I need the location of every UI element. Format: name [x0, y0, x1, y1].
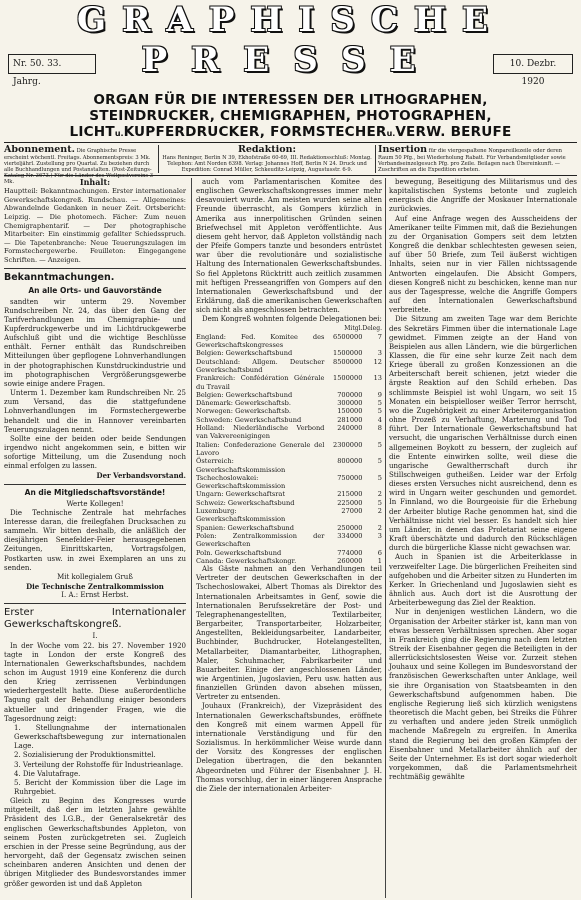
delegation-delegates: 5 [377, 407, 382, 416]
subtitle-line2: STEINDRUCKER, CHEMIGRAPHEN, PHOTOGRAPHEN, [89, 108, 492, 124]
delegation-members: 774000 [337, 548, 363, 557]
delegation-delegates: 2 [377, 507, 382, 516]
bekanntmachungen-paragraph: Sollte eine der beiden oder beide Sendungen irgendwo nicht angekommen sein, e bitten wir sofortige Mitteilung, um die Zusendung noch einmal erfolgen zu lassen. [4, 434, 186, 471]
kongress-paragraph: Auch in Spanien ist die Arbeiterklasse in verzweifelter Lage. Die bürgerlichen Freiheiten sind aufgehoben und die Arbeiter sitzen zu Hunderten im Kerker. In Griechenland und Jugoslawien sieht es ähnlich aus. Auch dort ist die Ausrottung der Arbeiterbewegung das Ziel der Reaktion. [389, 553, 577, 608]
table-row [196, 549, 382, 557]
bekanntmachungen-paragraph: Unterm 1. Dezember kam Rundschreiben Nr. 25 zum Versand, das die stattgefundene Lohnverhandlungen im Formstechergewerbe behandelt und die in Hannover vereinbarten Teuerungszulagen nennt. [4, 389, 186, 434]
delegation-name: Polen: Zentralkommission der Gewerkschaften [196, 531, 325, 549]
delegation-name: Belgien: Gewerkschaftsbund [196, 349, 293, 358]
delegation-name: Holland: Niederländische Verbond van Vakvereenigingen [196, 424, 325, 441]
tagesordnung-list [4, 724, 186, 797]
table-row [196, 474, 382, 491]
delegation-name: Deutschland: Allgem. Deutscher Gewerkschaftsbund [196, 357, 325, 374]
tagesordnung-item: 3. Verteilung der Rohstoffe für Industrieanlage. [14, 760, 184, 769]
table-row [196, 358, 382, 375]
table-row [196, 399, 382, 407]
kongress-paragraph: auch vom Parlamentarischen Komitee des englischen Gewerkschaftskongresses immer mehr desavouiert wurde. Am meisten wurden seine alten Freunde überrascht, als Gompers kürzlich in Amerika aus innerpolitischen Gründen seinen Briefwechsel mit Appleton veröffentlichte. Aus diesem geht hervor, daß Appleton vollständig nach der Pfeife Gompers tanzte und besonders entrüstet war über die revolutionäre und sozialistische Haltung des Internationalen Gewerkschaftsbundes. So fiel Appletons Rücktritt auch zeitlich zusammen mit heftigen Presseangriffen von Gompers auf den Internationalen Gewerkschaftsbund und der Erklärung, daß die amerikanischen Gewerkschaften sich nicht als angeschlossen betrachten. [196, 178, 382, 315]
delegation-name: Schweden: Gewerkschaftsbund [196, 415, 302, 424]
tagesordnung-item: 5. Bericht der Kommission über die Lage im Ruhrgebiet. [14, 778, 186, 796]
redaktion-heading: Redaktion: [237, 144, 297, 155]
mitglieder-greeting: Werte Kollegen! [66, 499, 124, 508]
delegation-name: Poln. Gewerkschaftsbund [196, 548, 282, 557]
table-row [196, 333, 382, 350]
bekanntmachungen-title: Bekanntmachungen. [4, 271, 115, 283]
insertion-text: für die viergespaltene Nonpareillezeile oder deren Raum 50 Pfg., bei Wiederholung Rabatt. Für Verbandsmitglieder sowie Verbandseinzelgesuch Pfg. pro Zeile. Beilagen nach Übereinkunft. — Zuschriften an die Expedition erbeten. [378, 148, 566, 173]
delegations-table [196, 325, 382, 566]
delegation-delegates: 3 [377, 349, 382, 358]
column-2 [196, 178, 382, 898]
kongress-part-number: I. [92, 632, 98, 641]
delegation-members: 215000 [337, 490, 363, 499]
delegation-name: England: Fed. Komitee des Gewerkschaftskongresses [196, 332, 325, 350]
subtitle-line1: ORGAN FÜR DIE INTERESSEN DER LITHOGRAPHEN, [93, 92, 488, 108]
subtitle-line3-u1: u. [114, 129, 124, 138]
header-delegierte: Deleg. [362, 324, 382, 332]
bekanntmachungen-subtitle: An alle Orts- und Gauvorstände [28, 285, 162, 295]
delegation-name: Tschechoslowakei: Gewerkschaftskommission [196, 473, 286, 491]
subtitle-line3 [4, 124, 577, 142]
kongress-paragraph: bewegung, Beseitigung des Militarismus und des kapitalistischen Systems betonte und zugleich energisch die Angriffe der Moskauer Internationale zurückwies. [389, 178, 577, 214]
delegation-members: 700000 [337, 390, 363, 399]
kongress-paragraph: In der Woche vom 22. bis 27. November 1920 tagte in London der erste Kongreß des Internationalen Gewerkschaftsbundes, nachdem schon im August 1919 eine Konferenz die durch den Krieg zerrissenen Verbindungen wiederhergestellt hatte. Diese außerordentliche Tagung galt der Behandlung einiger besonders aktueller und dringender Fragen, wie die Tagesordnung zeigt: [4, 641, 186, 723]
column-3 [389, 178, 577, 898]
bekanntmachungen-paragraph: sandten wir unterm 29. November Rundschreiben Nr. 24, das über den Gang der Tarifverhandlungen im Chemigraphie- und Kupferdruckgewerbe und im Lichtdruckgewerbe Aufschluß gibt und die wichtige Beschlüsse enthält. Ferner enthält das Rundschreiben Mitteilungen über gepflogene Lohnverhandlungen in der photographischen Kunstdruckindustrie und im photographischen Vergrößerungsgewerbe sowie einige andere Fragen. [4, 297, 186, 388]
delegations-table-header [196, 325, 382, 333]
insertion-box [378, 145, 577, 173]
tagesordnung-item: 1. Stellungnahme der internationalen Gewerkschaftsbewegung zur internationalen Lage. [14, 723, 186, 751]
delegation-name: Ungarn: Gewerkschaftsrat [196, 490, 285, 499]
table-row [196, 349, 382, 357]
delegation-name: Österreich: Gewerkschaftskommission [196, 457, 286, 474]
delegation-delegates: 5 [377, 399, 382, 408]
delegation-members: 281000 [337, 415, 363, 424]
divider [4, 268, 186, 269]
delegation-delegates: 1 [377, 556, 382, 565]
mitglieder-paragraph: Die Technische Zentrale hat mehrfaches Interesse daran, die freilegfahen Drucksachen zu sammeln. Wir bitten deshalb, die anläßlich der diesjährigen Senefelder-Feier herausgegebenen Zeitungen, Einrittskarten, Vortragsfolgen, Postkarten usw. in zwei Exemplaren an uns zu senden. [4, 508, 186, 572]
delegation-members: 27000 [341, 507, 363, 516]
table-row [196, 391, 382, 399]
delegation-delegates: 2 [377, 523, 382, 532]
delegation-members: 750000 [337, 473, 363, 482]
subtitle-line3-part-a: LICHT [69, 124, 115, 140]
header-mitglieder: Mitgl. [344, 324, 363, 332]
info-separator [375, 145, 376, 173]
delegation-members: 225000 [337, 498, 363, 507]
kongress-paragraph: Auf eine Anfrage wegen des Ausscheidens der Amerikaner teilte Fimmen mit, daß die Beziehungen zu der Organisation Gompers seit dem letzten Kongreß die denkbar schlechtesten gewesen seien, auf über 50 Briefe, zum Teil äußerst wichtigen Inhalts, seien nur in vier Fällen nichtssagende Antworten eingelaufen. Die Absicht Gompers, diesen Kongreß nicht zu beschicken, kenne man nur aus der Tagespresse, welche die Angriffe Gompers auf den Internationalen Gewerkschaftsbund verbreitete. [389, 214, 577, 315]
delegation-name: Frankreich: Confédération Générale du Travail [196, 374, 325, 391]
table-row [196, 499, 382, 507]
delegation-delegates: 7 [377, 332, 382, 341]
delegation-delegates: 2 [377, 490, 382, 499]
delegation-name: Italien: Confederazione Generale del Lavoro [196, 440, 325, 457]
divider [4, 603, 186, 604]
delegation-members: 8500000 [333, 357, 363, 366]
delegation-delegates: 5 [377, 457, 382, 466]
table-row [196, 407, 382, 415]
tagesordnung-item: 4. Die Valutafrage. [14, 769, 81, 778]
table-row [196, 416, 382, 424]
delegation-delegates: 9 [377, 390, 382, 399]
delegation-members: 260000 [337, 556, 363, 565]
delegation-name: Spanien: Gewerkschaftsbund [196, 523, 295, 532]
subtitle-line3-part-c: VERW. BERUFE [395, 124, 512, 140]
table-row [196, 457, 382, 474]
issue-date: 10. Dezbr. 1920 [493, 54, 573, 74]
delegation-delegates: 6 [377, 548, 382, 557]
delegation-members: 1500000 [333, 349, 363, 358]
masthead [4, 2, 577, 100]
kongress-paragraph: Jouhaux (Frankreich), der Vizepräsident des Internationalen Gewerkschaftsbundes, eröffnete den Kongreß mit einem warmen Appell für internationale Verständigung und für den Sozialismus. In herkömmlicher Weise wurde dann der Vorsitz des Kongresses der englischen Delegation übertragen, die den bekannten Abgeordneten und Führer der Eisenbahner J. H. Thomas vorschlug, der in einer längeren Ansprache die Ziele der internationalen Arbeiter- [196, 702, 382, 793]
delegation-name: Canada: Gewerkschaftskongr. [196, 556, 297, 565]
delegation-members: 6500000 [333, 332, 363, 341]
column-divider [191, 178, 192, 898]
info-separator [158, 145, 159, 173]
redaktion-text: Hans Reninger, Berlin N 39, Ekhofstraße 60-69, III. Redaktionsschluß: Montag. Telephon: Amt Norden 6398. Verlag: Johannes Hoff, Berlin N 24. Druck und Expedition: Conrad Müller, Schkeuditz-Leipzig, Augustusstr. 6-9. [162, 155, 372, 173]
masthead-title-line2: PRESSE [141, 40, 440, 80]
mitglieder-title: An die Mitgliedschaftsvorstände! [24, 487, 166, 497]
inhalt-title: Inhalt: [79, 177, 111, 187]
redaktion-box [162, 145, 372, 173]
column-divider [385, 178, 386, 898]
inhalt-text: Hauptteil: Bekanntmachungen. Erster internationaler Gewerkschaftskongreß. Rundschau. — Allgemeines: Abwandelnde Gedanken in neuer Zeit. Ortsbericht: Leipzig. — Die photomech. Fächer: Zum neuen Chemigraphentarif. — Der photographische Mitarbeiter: Ein einstimmig gefallter Schiedsspruch. — Die Tapetenbranche: Neue Teuerungszulagen im Formstechergewerbe. Feuilleton: Eingegangene Schriften. — Anzeigen. [4, 187, 186, 264]
kongress-paragraph: Als Gäste nahmen an den Verhandlungen teil Vertreter der deutschen Gewerkschaften in der Tschechoslowakei, Albert Thomas als Direktor des Internationalen Arbeitsamtes in Genf, sowie die Internationalen Berufssekretäre der Post- und Telegraphenangestellten, Textilarbeiter, Bergarbeiter, Transportarbeiter, Holzarbeiter, Angestellten, Bekleidungsarbeiter, Landarbeiter, Buchbinder, Buchdrucker, Hotelangestellten, Metallarbeiter, Diamantarbeiter, Lithographen, Maler, Schuhmacher, Fabrikarbeiter und Bauarbeiter. Einige der angeschlossenen Länder, wie Argentinien, Jugoslavien, Peru usw. hatten aus finanziellen Gründen davon absehen müssen, Vertreter zu entsenden. [196, 565, 382, 702]
mitglieder-signature-name: I. A.: Ernst Herbst. [61, 591, 129, 600]
kongress-title: Erster Internationaler Gewerkschaftskongreß. [4, 607, 186, 630]
insertion-heading: Insertion [378, 144, 427, 155]
delegation-delegates: 13 [373, 374, 382, 383]
mitglieder-signature: Die Technische Zentralkommission [26, 582, 164, 592]
abonnement-heading: Abonnement. [4, 144, 75, 155]
table-row [196, 374, 382, 391]
table-row [196, 532, 382, 549]
table-row [196, 557, 382, 565]
delegation-delegates: 12 [373, 357, 382, 366]
kongress-paragraph: Die Sitzung am zweiten Tage war dem Berichte des Sekretärs Fimmen über die internationale Lage gewidmet. Fimmen zeigte an der Hand von Beispielen aus allen Ländern, wie die bürgerlichen Klassen, die für eine sehr kurze Zeit nach dem Kriege überall zu großen Konzessionen an die Arbeiterschaft bereit schienen, jetzt wieder die ärgste Reaktion auf den Schild erheben. Das schlimmste Beispiel ist wohl Ungarn, wo seit 15 Monaten ein beispielloser weißer Terror herrscht, wo die Zugehörigkeit zu einer Arbeiterorganisation ohne Prozeß zu Verhaftung, Marterung und Tod führt. Der Internationale Gewerkschaftsbund hat versucht, die ungarischen Verhältnisse durch einen allgemeinen Boykott zu bessern, der zugleich auf die Entente einwirken sollte, weil diese die ungarische Gewaltherrschaft durch ihr Stillschweigen gutheißen. Leider war der Erfolg dieses ersten Versuches nicht ausreichend, denn es wird in Ungarn weiter geschunden und gemordet. In Finnland, wo die Bourgeoisie für die Erhebung der Arbeiter blutige Rache genommen hat, sind die Verhältnisse nicht viel besser. Es handelt sich hier um Länder, in denen das Proletariat seine eigene Kraft überschätzte und dadurch den Rückschlägen durch die bürgerliche Klasse nicht gewachsen war. [389, 315, 577, 553]
table-row [196, 507, 382, 524]
delegation-name: Belgien: Gewerkschaftsbund [196, 390, 293, 399]
abonnement-text: Die Graphische Presse erscheint wöchentl. Freitags. Abonnementspreis: 3 Mk. vierteljährl. Zustellung pro Quartal. Zu beziehen durch alle Buchhandlungen und Postanstalten. (Post-Zeitungs-Katalog Nr. 3673.) Für die Länder des Weltpostvereins 3 Mk. [4, 148, 154, 185]
subtitle-line3-u2: u. [386, 129, 396, 138]
issue-number: Nr. 50. 33. Jahrg. [8, 54, 96, 74]
delegation-delegates: 5 [377, 498, 382, 507]
masthead-title-line1: GRAPHISCHE [77, 0, 504, 40]
tagesordnung-item: 2. Sozialisierung der Produktionsmittel. [14, 751, 156, 760]
delegation-members: 800000 [337, 457, 363, 466]
table-row [196, 424, 382, 441]
table-row [196, 490, 382, 498]
delegation-delegates: 3 [377, 531, 382, 540]
delegation-members: 300000 [337, 399, 363, 408]
bekanntmachungen-signature: Der Verbandsvorstand. [96, 471, 186, 481]
delegation-name: Norwegen: Gewerkschaftsb. [196, 407, 292, 416]
delegation-members: 2300000 [333, 440, 363, 449]
delegation-members: 150000 [337, 407, 363, 416]
delegation-name: Schweiz: Gewerkschaftsbund [196, 498, 295, 507]
mitglieder-gruss: Mit kollegialem Gruß [57, 572, 133, 581]
delegation-delegates: 8 [377, 424, 382, 433]
delegation-delegates: 4 [377, 415, 382, 424]
kongress-paragraph: Dem Kongreß wohnten folgende Delegationen bei: [202, 315, 382, 324]
delegation-name: Dänemark: Gewerkschaftsb. [196, 399, 291, 408]
delegation-members: 250000 [337, 523, 363, 532]
delegation-name: Luxemburg: Gewerkschaftskommission [196, 507, 286, 524]
table-row [196, 441, 382, 458]
kongress-paragraph: Gleich zu Beginn des Kongresses wurde mitgeteilt, daß der im letzten Jahre gewählte Präsident des I.G.B., der Generalsekretär des englischen Gewerkschaftsbundes Appleton, von seinem Posten zurückgetreten sei. Zugleich erschien in der Presse seine Begründung, aus der hervorgeht, daß der Gegensatz zwischen seinen scheinbaren anderen Ansichten und denen der übrigen Mitglieder des Bundesvorstandes immer größer geworden ist und daß Appleton [4, 797, 186, 888]
delegation-delegates: 5 [377, 473, 382, 482]
kongress-paragraph: Nur in denjenigen westlichen Ländern, wo die Organisation der Arbeiter stärker ist, kann man von etwas besseren Verhältnissen sprechen. Aber sogar in Frankreich ging die Regierung nach dem letzten Streik der Eisenbahner gegen die Beteiligten in der allerrücksichtslosesten Weise vor. Zurzeit stehen Jouhaux und seine Kollegen im Bundesvorstand der französischen Gewerkschaften unter Anklage, weil sie ihre Organisation von Staatsbeamten in den Gewerkschaftsbund aufgenommen haben. Die englische Regierung ließ sich kürzlich wenigstens theoretisch die Macht geben, bei Streiks die Führer zu verhaften und andere jeden Streik unmöglich machende Maßregeln zu ergreifen. In Amerika stand die Regierung bei den großen Kämpfen der Eisenbahner und Metallarbeiter ähnlich auf der Seite der Unternehmer. Es ist dort sogar wiederholt vorgekommen, daß die Parlamentsmehrheit rechtmäßig gewählte [389, 608, 577, 782]
divider [4, 484, 186, 485]
delegation-members: 1500000 [333, 374, 363, 383]
column-1 [4, 178, 186, 898]
subtitle-line3-part-b: KUPFERDRUCKER, FORMSTECHER [123, 124, 387, 140]
delegation-delegates: 5 [377, 440, 382, 449]
table-row [196, 524, 382, 532]
delegation-members: 334000 [337, 531, 363, 540]
delegation-members: 240000 [337, 424, 363, 433]
